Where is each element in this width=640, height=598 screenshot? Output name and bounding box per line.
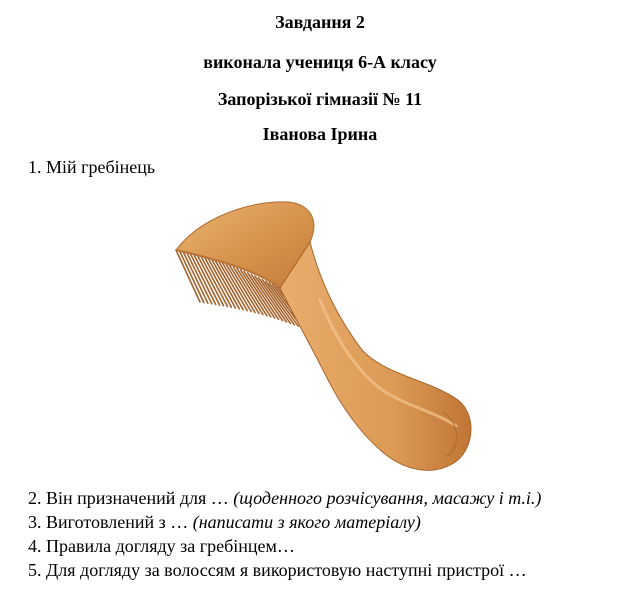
comb-body [176,202,471,470]
author-class: виконала учениця 6-А класу [203,52,437,72]
item-4 [28,536,295,556]
comb-image [160,190,480,480]
item-2-text: 2. Він призначений для … [28,488,234,508]
wooden-comb-icon [160,190,480,480]
item-2 [28,488,541,508]
item-1 [28,157,155,177]
item-3 [28,512,421,532]
item-1-text: 1. Мій гребінець [28,157,156,177]
comb-tooth [180,251,204,303]
title: Завдання 2 [275,12,365,32]
comb-tooth [183,252,208,303]
author-name: Іванова Ірина [262,124,378,144]
item-2-hint: (щоденного розчісування, масажу і т.і.) [233,488,542,508]
item-5-text: 5. Для догляду за волоссям я використовую наступні пристрої … [28,560,527,580]
school-name: Запорізької гімназії № 11 [217,89,423,109]
item-3-text: 3. Виготовлений з … [28,512,193,532]
item-3-hint: (написати з якого матеріалу) [192,512,421,532]
item-4-text: 4. Правила догляду за гребінцем… [28,536,295,556]
item-5 [28,560,527,580]
